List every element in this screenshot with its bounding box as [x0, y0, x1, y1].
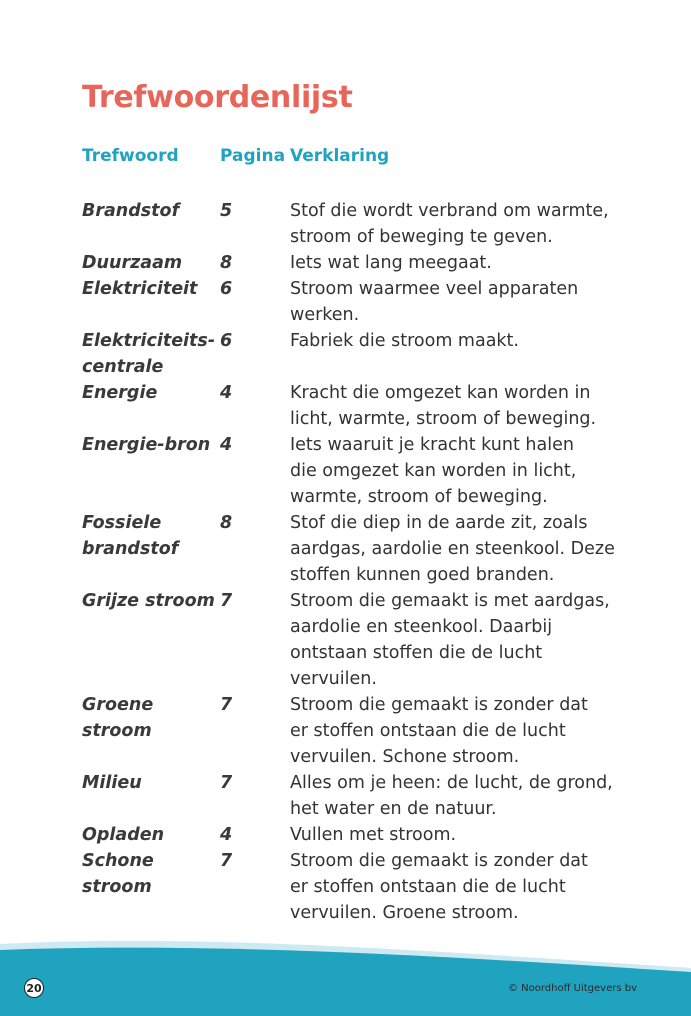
entry-page: 5	[220, 201, 233, 221]
entry-definition: Stroom die gemaakt is met aardgas, aardolie en steenkool. Daarbij ontstaan stoffen die de lucht vervuilen.	[290, 591, 610, 689]
entry-term: Groene stroom	[82, 695, 154, 741]
entry-page: 7	[220, 591, 233, 611]
glossary-entry	[82, 276, 622, 328]
entry-definition: Fabriek die stroom maakt.	[290, 331, 519, 351]
page-number: 20	[24, 978, 44, 998]
glossary-entry	[82, 328, 622, 380]
entry-term: Brandstof	[82, 201, 180, 221]
entry-term: Energie-bron	[82, 435, 211, 455]
entry-term: Elektriciteit	[82, 279, 198, 299]
glossary-entry	[82, 822, 622, 848]
entry-page: 8	[220, 513, 233, 533]
entry-definition: Alles om je heen: de lucht, de grond, het water en de natuur.	[290, 773, 613, 819]
entry-page: 7	[220, 851, 233, 871]
glossary-entry	[82, 198, 622, 250]
entry-definition: Stof die wordt verbrand om warmte, stroom of beweging te geven.	[290, 201, 609, 247]
entry-page: 7	[220, 695, 233, 715]
entry-definition: Stof die diep in de aarde zit, zoals aardgas, aardolie en steenkool. Deze stoffen kunnen goed branden.	[290, 513, 615, 585]
glossary-entry	[82, 432, 622, 510]
entry-term: Duurzaam	[82, 253, 183, 273]
entry-definition: Stroom die gemaakt is zonder dat er stoffen ontstaan die de lucht vervuilen. Schone stroom.	[290, 695, 588, 767]
entry-page: 4	[220, 825, 233, 845]
entry-definition: Iets wat lang meegaat.	[290, 253, 492, 273]
column-header-explanation: Verklaring	[290, 146, 390, 166]
glossary-list	[82, 198, 622, 926]
entry-term: Grijze stroom	[82, 591, 215, 611]
entry-term: Fossiele brandstof	[82, 513, 179, 559]
entry-page: 6	[220, 331, 233, 351]
entry-page: 6	[220, 279, 233, 299]
glossary-entry	[82, 588, 622, 692]
glossary-entry	[82, 380, 622, 432]
copyright-notice: © Noordhoff Uitgevers bv	[507, 983, 637, 994]
entry-page: 7	[220, 773, 233, 793]
entry-definition: Kracht die omgezet kan worden in licht, warmte, stroom of beweging.	[290, 383, 597, 429]
entry-definition: Stroom die gemaakt is zonder dat er stoffen ontstaan die de lucht vervuilen. Groene stroom.	[290, 851, 588, 923]
page-title: Trefwoordenlijst	[82, 80, 353, 115]
glossary-entry	[82, 692, 622, 770]
glossary-entry	[82, 848, 622, 926]
glossary-entry	[82, 250, 622, 276]
entry-page: 4	[220, 383, 233, 403]
entry-definition: Stroom waarmee veel apparaten werken.	[290, 279, 579, 325]
entry-term: Energie	[82, 383, 158, 403]
glossary-entry	[82, 510, 622, 588]
glossary-entry	[82, 770, 622, 822]
entry-page: 8	[220, 253, 233, 273]
entry-term: Elektriciteits- centrale	[82, 331, 216, 377]
entry-definition: Vullen met stroom.	[290, 825, 457, 845]
footer-wave	[0, 930, 691, 1016]
column-header-page: Pagina	[220, 146, 286, 166]
entry-page: 4	[220, 435, 233, 455]
entry-term: Milieu	[82, 773, 142, 793]
entry-term: Schone stroom	[82, 851, 154, 897]
entry-definition: Iets waaruit je kracht kunt halen die omgezet kan worden in licht, warmte, stroom of beweging.	[290, 435, 577, 507]
column-header-term: Trefwoord	[82, 146, 179, 166]
entry-term: Opladen	[82, 825, 165, 845]
